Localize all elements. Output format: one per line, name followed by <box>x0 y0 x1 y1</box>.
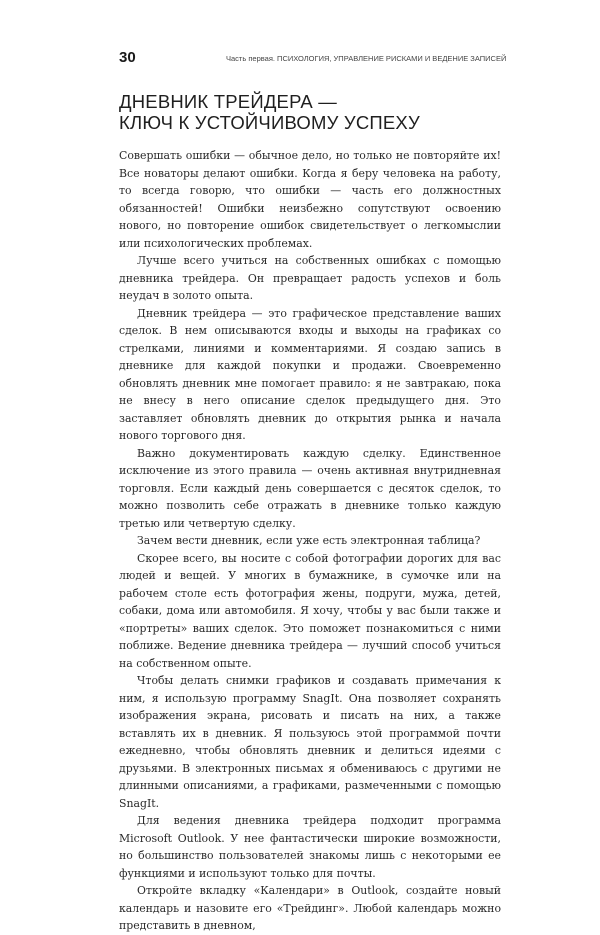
paragraph-4: Важно документировать каждую сделку. Единственное исключение из этого правила — очень активная внутридневная торговля. Если каждый день совершается с десяток сделок, то можно позволить себе отражать в дневнике только каждую третью или четвертую сделку. <box>119 446 501 530</box>
paragraph-3: Дневник трейдера — это графическое представление ваших сделок. В нем описываются входы и выходы на графиках со стрелками, линиями и комментариями. Я создаю запись в дневнике для каждой покупки и продажи. Своевременно обновлять дневник мне помогает правило: я не завтракаю, пока не внесу в него описание сделок предыдущего дня. Это заставляет обновлять дневник до открытия рынка и начала нового торгового дня. <box>119 306 501 442</box>
paragraph-6: Скорее всего, вы носите с собой фотографии дорогих для вас людей и вещей. У многих в бумажнике, в сумочке или на рабочем столе есть фотография жены, подруги, мужа, детей, собаки, дома или автомобиля. Я хочу, чтобы у вас были также и «портреты» ваших сделок. Это поможет познакомиться с ними поближе. Ведение дневника трейдера — лучший способ учиться на собственном опыте. <box>119 551 501 670</box>
paragraph-8: Для ведения дневника трейдера подходит программа Microsoft Outlook. У нее фантастически широкие возможности, но большинство пользователей знакомы лишь с некоторыми ее функциями и используют только для почты. <box>119 814 501 880</box>
chapter-title-line-1: ДНЕВНИК ТРЕЙДЕРА — <box>119 91 337 112</box>
running-header: Часть первая. ПСИХОЛОГИЯ, УПРАВЛЕНИЕ РИСКАМИ И ВЕДЕНИЕ ЗАПИСЕЙ <box>226 54 507 63</box>
paragraph-2: Лучше всего учиться на собственных ошибках с помощью дневника трейдера. Он превращает радость успехов и боль неудач в золото опыта. <box>119 254 501 302</box>
chapter-title-line-2: КЛЮЧ К УСТОЙЧИВОМУ УСПЕХУ <box>119 112 420 133</box>
paragraph-7: Чтобы делать снимки графиков и создавать примечания к ним, я использую программу SnagIt. Она позволяет сохранять изображения экрана, рисовать и писать на них, а также вставлять их в дневник. Я пользуюсь этой программой почти ежедневно, чтобы обновлять дневник и делиться идеями с друзьями. В электронных письмах я обмениваюсь с другими не длинными описаниями, а графиками, размеченными с помощью SnagIt. <box>119 674 501 810</box>
paragraph-5: Зачем вести дневник, если уже есть электронная таблица? <box>137 534 481 547</box>
page-number: 30 <box>119 49 136 66</box>
body-text <box>119 147 501 935</box>
paragraph-1: Совершать ошибки — обычное дело, но только не повторяйте их! Все новаторы делают ошибки. Когда я беру человека на работу, то всегда говорю, что ошибки — часть его должностных обязанностей! Ошибки неизбежно сопутствуют освоению нового, но повторение ошибок свидетельствует о легкомыслии или психологических проблемах. <box>119 149 501 250</box>
chapter-title <box>119 91 519 133</box>
paragraph-9: Откройте вкладку «Календари» в Outlook, создайте новый календарь и назовите его «Трейдинг». Любой календарь можно представить в дневном, <box>119 884 501 932</box>
